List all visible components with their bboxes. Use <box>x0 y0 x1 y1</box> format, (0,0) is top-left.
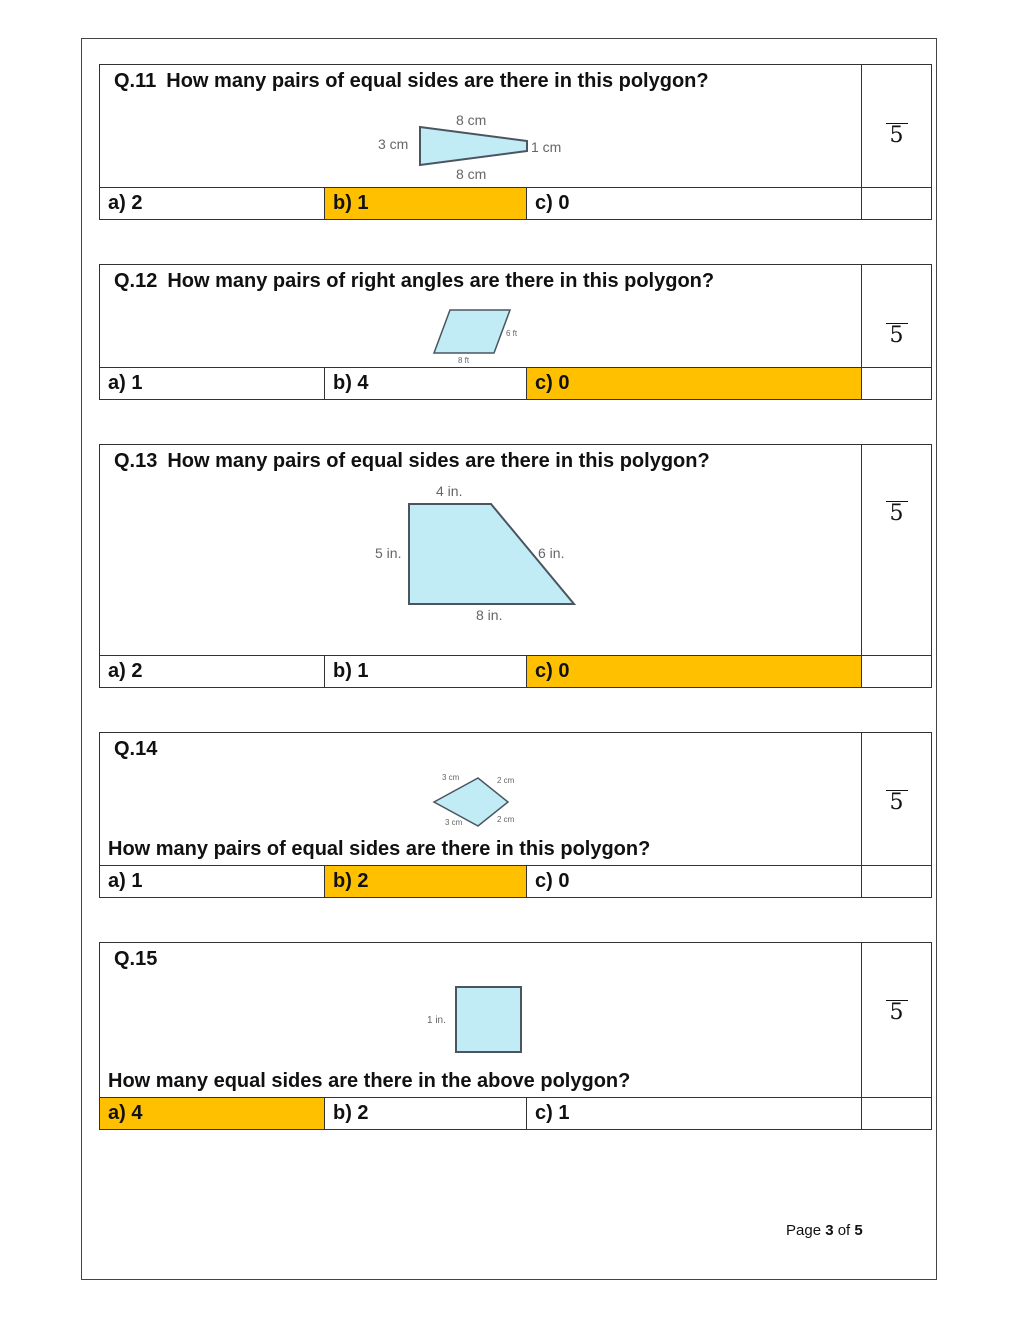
marks-value: 5 <box>889 1000 904 1025</box>
option-c[interactable]: c) 1 <box>527 1098 862 1129</box>
option-a-selected[interactable]: a) 4 <box>100 1098 325 1129</box>
question-13-body <box>100 445 862 655</box>
question-number: Q.13 <box>114 450 158 472</box>
question-14-box <box>99 732 932 866</box>
option-b[interactable]: b) 2 <box>325 1098 527 1129</box>
square-figure <box>420 983 540 1063</box>
option-a[interactable]: a) 1 <box>100 368 325 399</box>
marks-box <box>862 445 931 655</box>
trapezoid-figure <box>370 483 590 623</box>
option-b-selected[interactable]: b) 2 <box>325 866 527 897</box>
answer-row <box>99 1098 932 1130</box>
side-label: 8 in. <box>476 607 503 623</box>
answer-row <box>99 368 932 400</box>
answer-row <box>99 188 932 220</box>
question-12-box <box>99 264 932 368</box>
footer-prefix: Page <box>786 1222 826 1239</box>
answer-row <box>99 866 932 898</box>
question-text: How many equal sides are there in the above polygon? <box>108 1070 631 1092</box>
question-number: Q.12 <box>114 270 158 292</box>
question-13 <box>99 444 932 687</box>
marks-box <box>862 265 931 367</box>
side-label: 6 in. <box>538 545 565 561</box>
question-14-body <box>100 733 862 865</box>
side-label: 8 ft <box>458 356 470 365</box>
score-cell <box>862 368 931 399</box>
question-11-box <box>99 64 932 188</box>
marks-value: 5 <box>889 323 904 348</box>
side-label: 4 in. <box>436 483 463 499</box>
question-number: Q.14 <box>114 738 158 760</box>
option-b-selected[interactable]: b) 1 <box>325 188 527 219</box>
question-11-body <box>100 65 862 187</box>
score-cell <box>862 866 931 897</box>
marks-box <box>862 733 931 865</box>
question-12-title <box>114 270 714 293</box>
option-b[interactable]: b) 4 <box>325 368 527 399</box>
option-a[interactable]: a) 1 <box>100 866 325 897</box>
side-label: 1 in. <box>427 1015 446 1026</box>
option-c-selected[interactable]: c) 0 <box>527 368 862 399</box>
score-cell <box>862 1098 931 1129</box>
question-15-title <box>114 948 167 971</box>
question-text: How many pairs of right angles are there in this polygon? <box>167 270 715 292</box>
parallelogram-figure <box>420 307 540 367</box>
side-label: 5 in. <box>375 545 402 561</box>
question-text: How many pairs of equal sides are there in this polygon? <box>108 838 651 860</box>
side-label: 2 cm <box>497 815 515 824</box>
marks-box <box>862 943 931 1097</box>
score-cell <box>862 656 931 687</box>
question-11 <box>99 64 932 219</box>
question-13-box <box>99 444 932 656</box>
question-text: How many pairs of equal sides are there in this polygon? <box>167 450 710 472</box>
question-text: How many pairs of equal sides are there in this polygon? <box>166 70 709 92</box>
question-14 <box>99 732 932 897</box>
question-15-box <box>99 942 932 1098</box>
marks-value: 5 <box>889 790 904 815</box>
side-label: 3 cm <box>445 818 463 827</box>
side-label: 3 cm <box>442 773 460 782</box>
score-cell <box>862 188 931 219</box>
side-label: 3 cm <box>378 136 409 152</box>
side-label: 2 cm <box>497 776 515 785</box>
page-number-footer <box>786 1222 863 1239</box>
question-number: Q.15 <box>114 948 158 970</box>
option-c[interactable]: c) 0 <box>527 866 862 897</box>
question-15-body <box>100 943 862 1097</box>
question-13-title <box>114 450 710 473</box>
option-c-selected[interactable]: c) 0 <box>527 656 862 687</box>
answer-row <box>99 656 932 688</box>
question-11-title <box>114 70 709 93</box>
option-a[interactable]: a) 2 <box>100 188 325 219</box>
total-pages: 5 <box>854 1222 863 1239</box>
side-label: 6 ft <box>506 329 518 338</box>
marks-box <box>862 65 931 187</box>
question-14-title <box>114 738 167 761</box>
option-a[interactable]: a) 2 <box>100 656 325 687</box>
side-label: 8 cm <box>456 112 487 128</box>
side-label: 1 cm <box>531 139 562 155</box>
trapezoid-figure <box>370 110 590 186</box>
question-number: Q.11 <box>114 70 157 92</box>
option-c[interactable]: c) 0 <box>527 188 862 219</box>
side-label: 8 cm <box>456 166 487 182</box>
marks-value: 5 <box>889 501 904 526</box>
current-page: 3 <box>825 1222 834 1239</box>
question-15 <box>99 942 932 1129</box>
marks-value: 5 <box>889 123 904 148</box>
footer-middle: of <box>833 1222 855 1239</box>
option-b[interactable]: b) 1 <box>325 656 527 687</box>
question-12-body <box>100 265 862 367</box>
question-12 <box>99 264 932 399</box>
kite-figure <box>425 773 545 833</box>
